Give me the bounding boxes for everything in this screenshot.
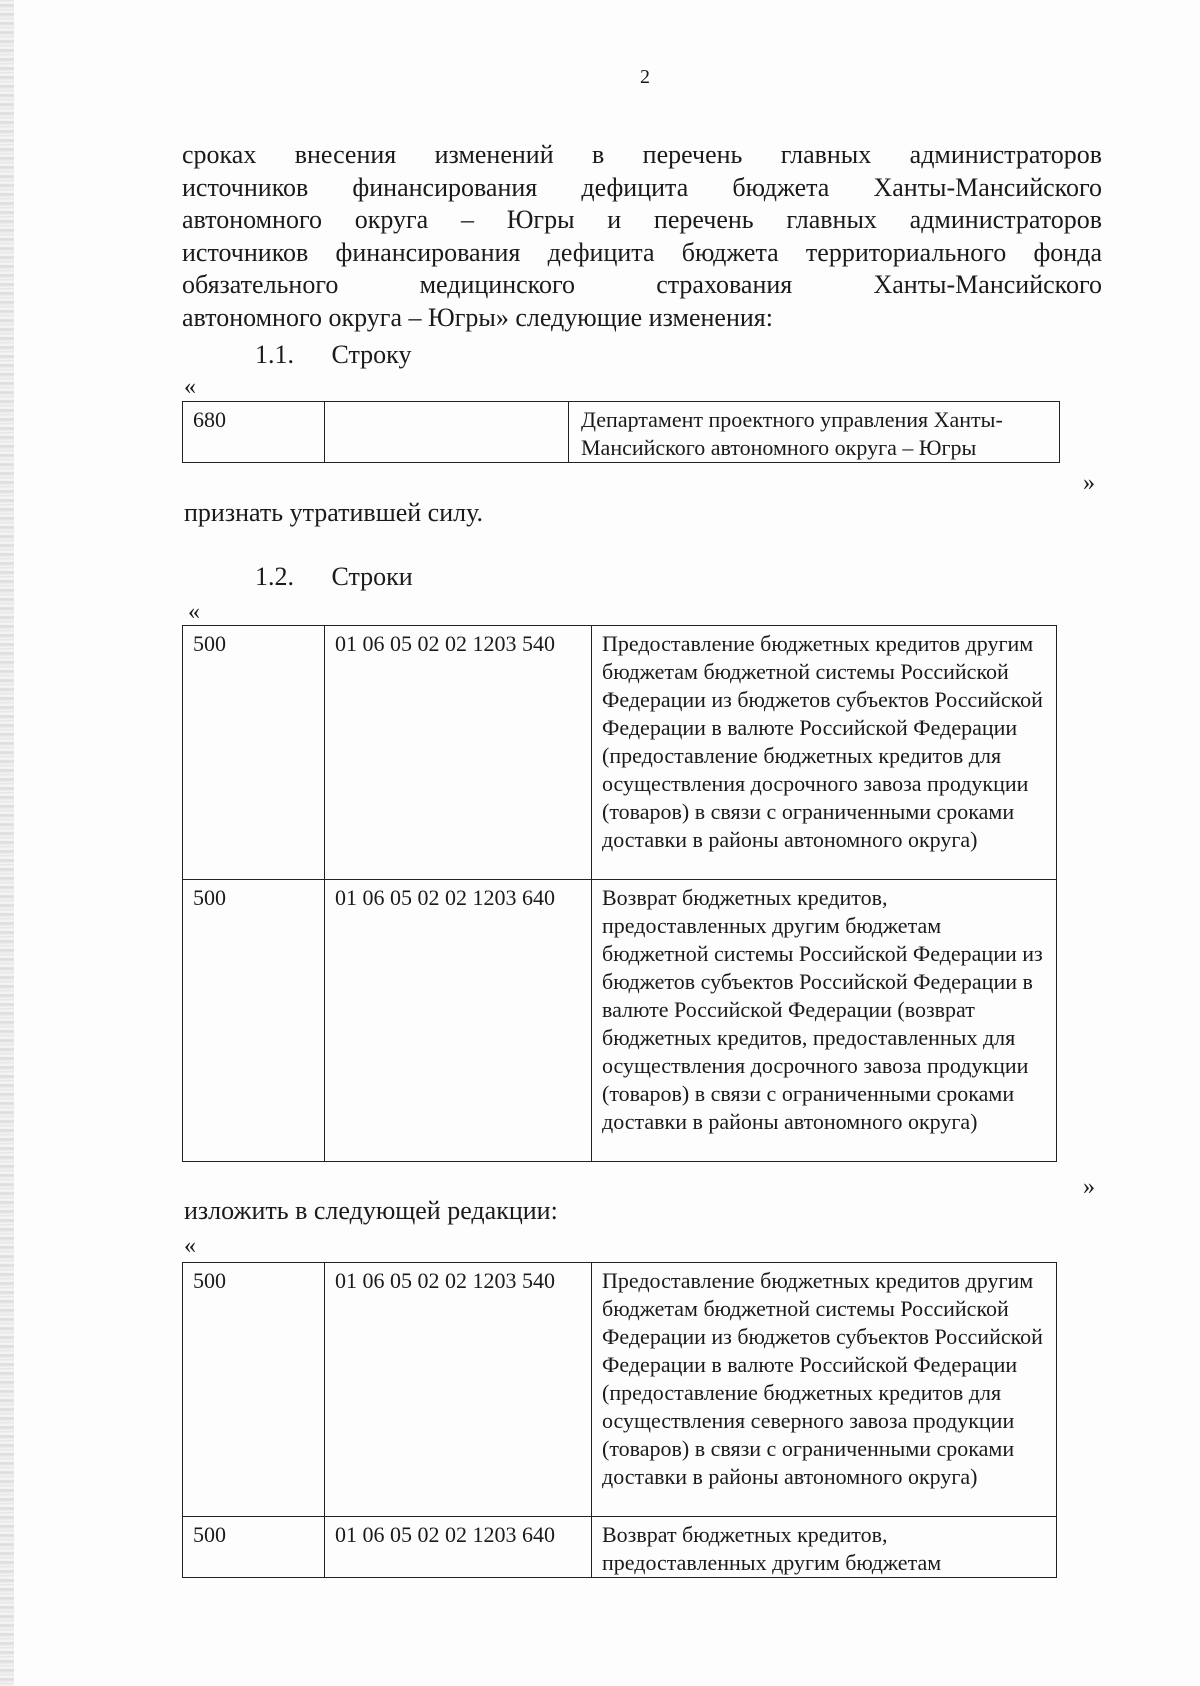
item-number: 1.2. [255,562,294,591]
table-rows-new-edition [182,1262,1057,1578]
item-label: Строки [331,562,413,591]
table-cell-code: 680 [183,402,325,463]
action-text-1-2: изложить в следующей редакции: [184,1196,558,1225]
table-row [183,1517,1057,1578]
intro-line: источников финансирования дефицита бюджета Ханты-Мансийского [182,172,1102,202]
intro-paragraph [182,139,1102,334]
table-row [183,880,1057,1162]
table-cell-name: Возврат бюджетных кредитов, предоставленных другим бюджетам бюджетной системы Российской Федерации из бюджетов субъектов Российской Федерации в валюте Российской Федерации (возврат бюджетных кредитов, предоставленных для осуществления досрочного завоза продукции (товаров) в связи с ограниченными сроками доставки в районы автономного округа) [592,880,1057,1162]
close-quote: » [1083,1174,1095,1200]
table-cell-code: 500 [183,626,325,880]
item-heading-1-2 [255,562,413,592]
table-cell-kbk: 01 06 05 02 02 1203 540 [325,1263,592,1517]
table-row [183,1263,1057,1517]
item-heading-1-1 [255,340,411,370]
intro-line: сроках внесения изменений в перечень главных администраторов [182,140,1102,169]
intro-line: автономного округа – Югры» следующие изменения: [182,302,773,332]
table-cell-code: 500 [183,1517,325,1578]
table-rows-1-1 [182,401,1060,463]
intro-line: обязательного медицинского страхования Ханты-Мансийского [182,270,1102,299]
item-number: 1.1. [255,340,294,369]
page-number: 2 [640,66,650,88]
item-label: Строку [331,340,412,369]
table-cell-kbk: 01 06 05 02 02 1203 640 [325,1517,592,1578]
intro-line: источников финансирования дефицита бюджета территориального фонда [182,237,1102,267]
table-cell-code: 500 [183,1263,325,1517]
table-cell-name: Департамент проектного управления Ханты-Мансийского автономного округа – Югры [569,402,1060,463]
action-text-1-1: признать утратившей силу. [184,498,483,527]
table-cell-code: 500 [183,880,325,1162]
table-cell-kbk [325,402,569,463]
table-cell-kbk: 01 06 05 02 02 1203 540 [325,626,592,880]
scan-edge [0,0,14,1686]
table-cell-name: Предоставление бюджетных кредитов другим бюджетам бюджетной системы Российской Федерации из бюджетов субъектов Российской Федерации в валюте Российской Федерации (предоставление бюджетных кредитов для осуществления северного завоза продукции (товаров) в связи с ограниченными сроками доставки в районы автономного округа) [592,1263,1057,1517]
table-row [183,402,1060,463]
close-quote: » [1083,470,1095,496]
open-quote: « [184,374,196,400]
open-quote: « [184,1233,196,1259]
open-quote: « [188,599,200,625]
table-rows-1-2 [182,625,1057,1162]
table-cell-kbk: 01 06 05 02 02 1203 640 [325,880,592,1162]
table-cell-name: Предоставление бюджетных кредитов другим бюджетам бюджетной системы Российской Федерации из бюджетов субъектов Российской Федерации в валюте Российской Федерации (предоставление бюджетных кредитов для осуществления досрочного завоза продукции (товаров) в связи с ограниченными сроками доставки в районы автономного округа) [592,626,1057,880]
table-cell-name: Возврат бюджетных кредитов, предоставленных другим бюджетам [592,1517,1057,1578]
intro-line: автономного округа – Югры и перечень главных администраторов [182,205,1102,234]
table-row [183,626,1057,880]
